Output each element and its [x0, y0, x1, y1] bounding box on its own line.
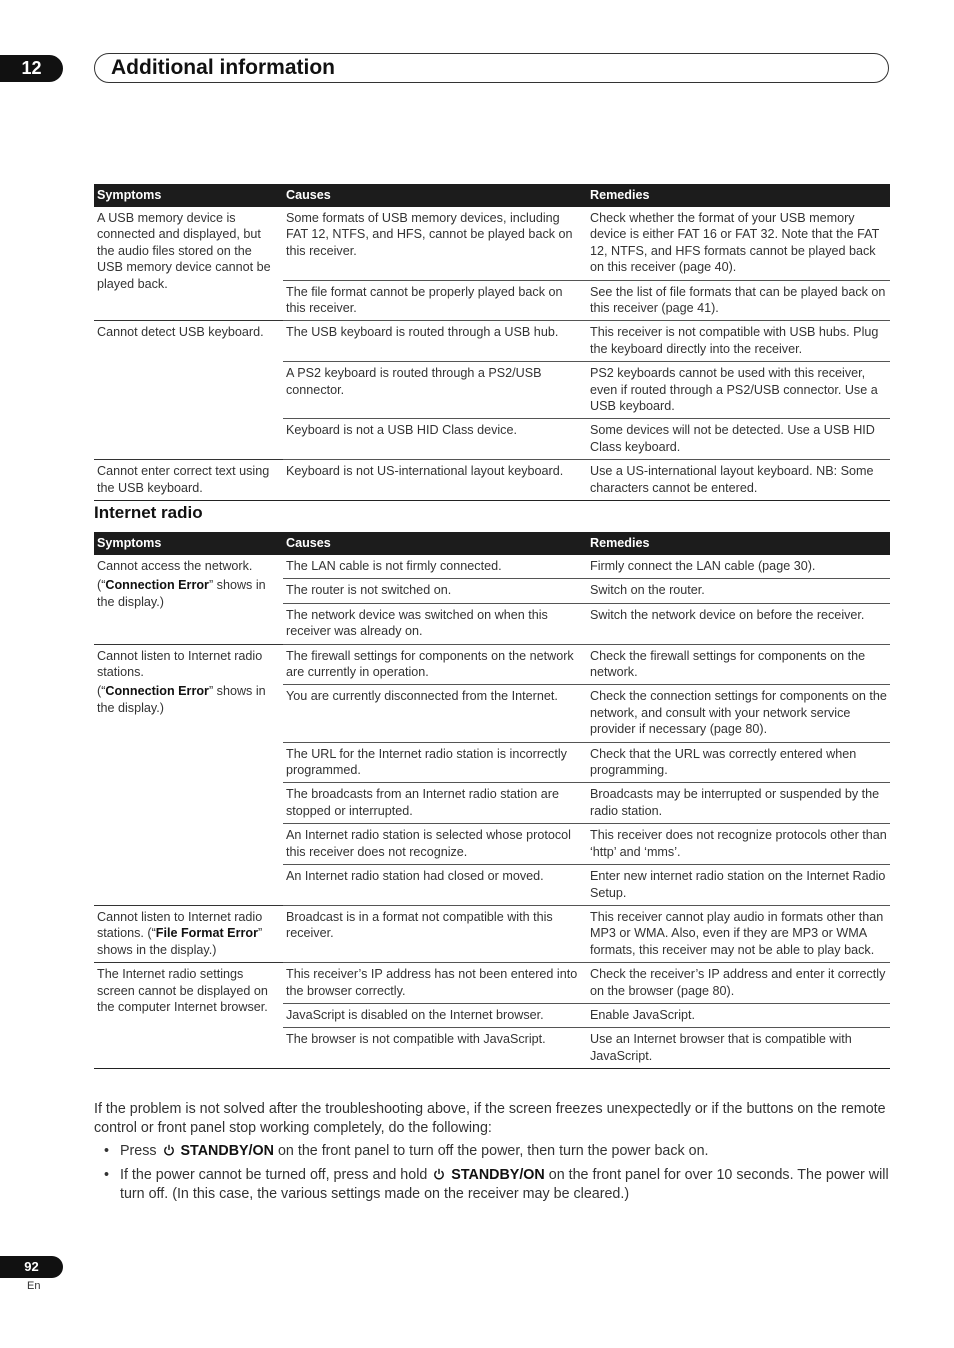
usb-troubleshooting-table — [94, 184, 890, 501]
column-header-symptoms: Symptoms — [94, 184, 283, 207]
cause-cell: The broadcasts from an Internet radio station are stopped or interrupted. — [283, 783, 587, 824]
symptom-cell: The Internet radio settings screen cannot be displayed on the computer Internet browser. — [94, 963, 283, 1069]
bullet-dot: • — [104, 1167, 110, 1183]
remedy-cell: Check the receiver’s IP address and enter it correctly on the browser (page 80). — [587, 963, 890, 1004]
table-row — [94, 207, 890, 280]
symptom-cell — [94, 644, 283, 905]
quote-open: (“ — [97, 684, 106, 699]
symptom-text: Cannot listen to Internet radio stations. — [97, 648, 263, 680]
remedy-cell: Check the connection settings for components on the network, and consult with your network service provider if necessary (page 80). — [587, 685, 890, 742]
cause-cell: Keyboard is not US-international layout keyboard. — [283, 460, 587, 501]
symptom-note — [97, 577, 280, 610]
remedy-cell: Check the firewall settings for components on the network. — [587, 644, 890, 685]
table-header-row — [94, 184, 890, 207]
cause-cell: The URL for the Internet radio station is incorrectly programmed. — [283, 742, 587, 783]
table-row — [94, 644, 890, 685]
language-code: En — [27, 1280, 41, 1292]
cause-cell: The firewall settings for components on the network are currently in operation. — [283, 644, 587, 685]
table-row — [94, 460, 890, 501]
cause-cell: The router is not switched on. — [283, 579, 587, 603]
instruction-text: If the power cannot be turned off, press and hold — [120, 1167, 428, 1183]
remedy-cell: Firmly connect the LAN cable (page 30). — [587, 555, 890, 579]
symptom-note — [97, 683, 280, 716]
table-row — [94, 321, 890, 362]
connection-error-label: Connection Error — [105, 684, 209, 699]
cause-cell: The file format cannot be properly played back on this receiver. — [283, 280, 587, 321]
cause-cell: Broadcast is in a format not compatible with this receiver. — [283, 905, 587, 962]
power-icon — [433, 1168, 445, 1180]
chapter-number-badge: 12 — [0, 55, 63, 82]
remedy-cell: Check that the URL was correctly entered when programming. — [587, 742, 890, 783]
file-format-error-label: File Format Error — [155, 926, 258, 941]
quote-close: ” shows in the display.) — [97, 578, 266, 609]
quote-open: (“ — [97, 578, 106, 593]
cause-cell: This receiver’s IP address has not been entered into the browser correctly. — [283, 963, 587, 1004]
remedy-cell: Switch the network device on before the receiver. — [587, 603, 890, 644]
remedy-cell: See the list of file formats that can be played back on this receiver (page 41). — [587, 280, 890, 321]
symptom-cell: Cannot enter correct text using the USB keyboard. — [94, 460, 283, 501]
cause-cell: JavaScript is disabled on the Internet browser. — [283, 1003, 587, 1027]
internet-radio-troubleshooting-table — [94, 532, 890, 1069]
remedy-cell: This receiver does not recognize protocols other than ‘http’ and ‘mms’. — [587, 824, 890, 865]
remedy-cell: This receiver cannot play audio in formats other than MP3 or WMA. Also, even if they are MP3 or WMA formats, this receiver may not be able to play back. — [587, 905, 890, 962]
cause-cell: The LAN cable is not firmly connected. — [283, 555, 587, 579]
cause-cell: You are currently disconnected from the Internet. — [283, 685, 587, 742]
table-row — [94, 555, 890, 579]
cause-cell: Keyboard is not a USB HID Class device. — [283, 419, 587, 460]
remedy-cell: Some devices will not be detected. Use a USB HID Class keyboard. — [587, 419, 890, 460]
column-header-remedies: Remedies — [587, 532, 890, 555]
table-row — [94, 905, 890, 962]
instruction-text: Press — [120, 1143, 157, 1159]
remedy-cell: Use an Internet browser that is compatible with JavaScript. — [587, 1028, 890, 1069]
remedy-cell: Broadcasts may be interrupted or suspended by the radio station. — [587, 783, 890, 824]
bullet-dot: • — [104, 1143, 110, 1159]
symptom-cell: Cannot detect USB keyboard. — [94, 321, 283, 460]
section-heading-internet-radio: Internet radio — [94, 503, 203, 522]
symptom-text: Cannot access the network. — [97, 559, 253, 573]
list-item — [104, 1166, 894, 1204]
instruction-text: on the front panel to turn off the power, then turn the power back on. — [277, 1143, 709, 1159]
column-header-symptoms: Symptoms — [94, 532, 283, 555]
cause-cell: The browser is not compatible with JavaScript. — [283, 1028, 587, 1069]
remedy-cell: Enable JavaScript. — [587, 1003, 890, 1027]
cause-cell: The network device was switched on when this receiver was already on. — [283, 603, 587, 644]
page-number-badge: 92 — [0, 1256, 63, 1278]
table-row — [94, 963, 890, 1004]
instruction-list — [104, 1142, 894, 1209]
remedy-cell: Check whether the format of your USB memory device is either FAT 16 or FAT 32. Note that the FAT 12, NTFS, and HFS formats cannot be played back on this receiver (page 40). — [587, 207, 890, 280]
connection-error-label: Connection Error — [105, 578, 209, 593]
instruction-text: on the front panel for over 10 seconds. The power will turn off. (In this case, the various settings made on the receiver may be cleared.) — [120, 1167, 889, 1202]
cause-cell: The USB keyboard is routed through a USB hub. — [283, 321, 587, 362]
troubleshooting-intro-paragraph: If the problem is not solved after the troubleshooting above, if the screen freezes unexpectedly or if the buttons on the remote control or front panel stop working completely, do the following: — [94, 1101, 886, 1136]
list-item — [104, 1142, 894, 1161]
column-header-causes: Causes — [283, 184, 587, 207]
symptom-text-end: ” shows in the display.) — [97, 926, 263, 957]
symptom-cell: A USB memory device is connected and displayed, but the audio files stored on the USB memory device cannot be played back. — [94, 207, 283, 321]
column-header-causes: Causes — [283, 532, 587, 555]
chapter-title-box — [94, 53, 889, 83]
cause-cell: A PS2 keyboard is routed through a PS2/USB connector. — [283, 362, 587, 419]
cause-cell: Some formats of USB memory devices, including FAT 12, NTFS, and HFS, cannot be played back on this receiver. — [283, 207, 587, 280]
symptom-text: Cannot listen to Internet radio stations. (“ — [97, 909, 263, 941]
power-icon — [163, 1144, 175, 1156]
table-header-row — [94, 532, 890, 555]
column-header-remedies: Remedies — [587, 184, 890, 207]
quote-close: ” shows in the display.) — [97, 684, 266, 715]
remedy-cell: Use a US-international layout keyboard. NB: Some characters cannot be entered. — [587, 460, 890, 501]
remedy-cell: Switch on the router. — [587, 579, 890, 603]
standby-on-label: STANDBY/ON — [180, 1143, 274, 1159]
symptom-cell — [94, 905, 283, 962]
chapter-title: Additional information — [111, 56, 335, 79]
remedy-cell: This receiver is not compatible with USB hubs. Plug the keyboard directly into the receiver. — [587, 321, 890, 362]
cause-cell: An Internet radio station is selected whose protocol this receiver does not recognize. — [283, 824, 587, 865]
remedy-cell: Enter new internet radio station on the Internet Radio Setup. — [587, 865, 890, 906]
standby-on-label: STANDBY/ON — [451, 1167, 545, 1183]
remedy-cell: PS2 keyboards cannot be used with this receiver, even if routed through a PS2/USB connector. Use a USB keyboard. — [587, 362, 890, 419]
cause-cell: An Internet radio station had closed or moved. — [283, 865, 587, 906]
symptom-cell — [94, 555, 283, 644]
